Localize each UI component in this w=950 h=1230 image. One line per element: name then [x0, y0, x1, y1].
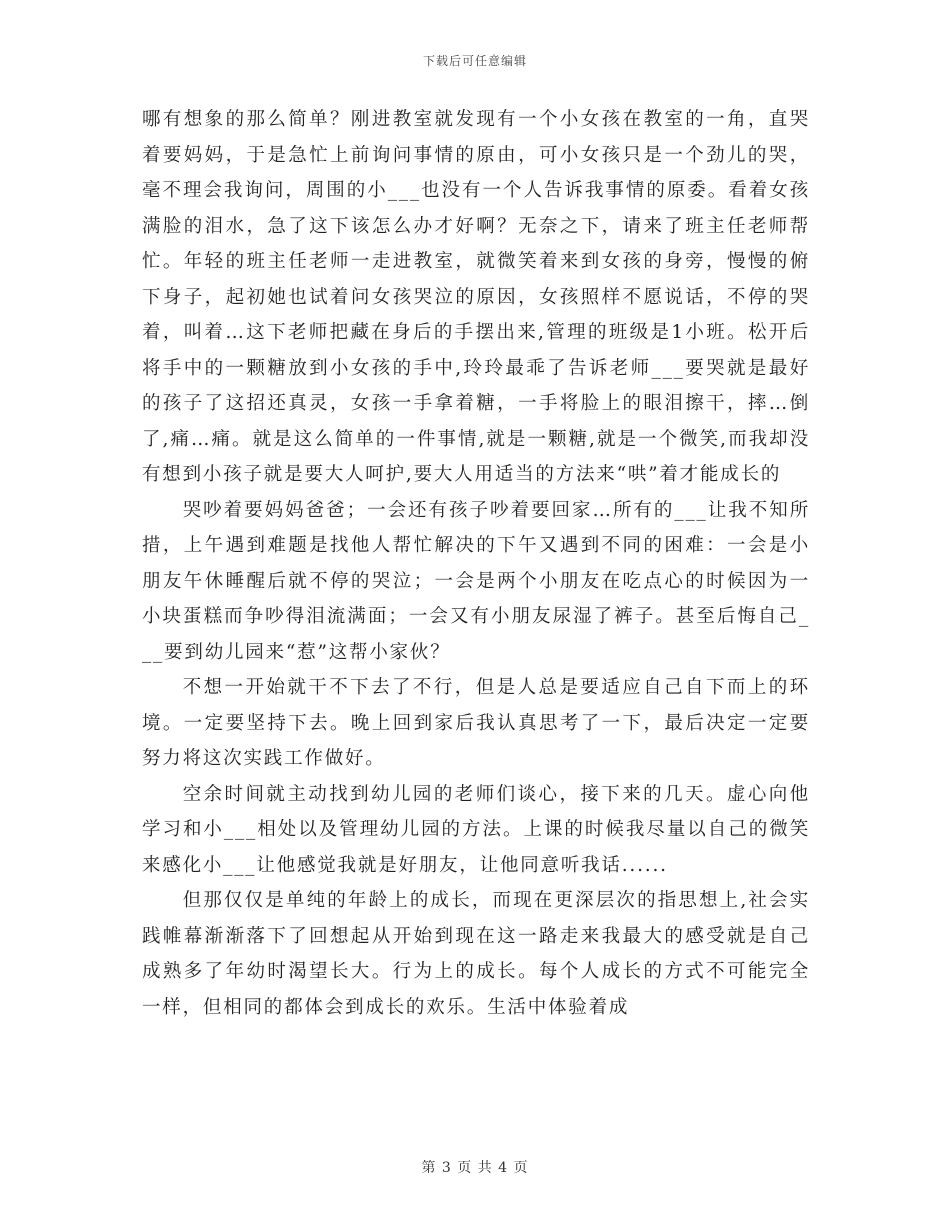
paragraph: 空余时间就主动找到幼儿园的老师们谈心，接下来的几天。虚心向他学习和小___相处以及管理幼儿园的方法。上课的时候我尽量以自己的微笑来感化小___让他感觉我就是好朋友，让他同意听我话...... — [142, 783, 810, 876]
paragraph: 不想一开始就干不下去了不行，但是人总是要适应自己自下而上的环境。一定要坚持下去。晚上回到家后我认真思考了一下，最后决定一定要努力将这次实践工作做好。 — [142, 677, 810, 769]
paragraph: 但那仅仅是单纯的年龄上的成长，而现在更深层次的指思想上,社会实践帷幕渐渐落下了回想起从开始到现在这一路走来我最大的感受就是自己成熟多了年幼时渴望长大。行为上的成长。每个人成长的方式不可能完全一样，但相同的都体会到成长的欢乐。生活中体验着成 — [142, 890, 810, 1018]
page-number-footer: 第 3 页 共 4 页 — [421, 1160, 529, 1176]
paragraph: 哪有想象的那么简单？刚进教室就发现有一个小女孩在教室的一角，直哭着要妈妈，于是急忙上前询问事情的原由，可小女孩只是一个劲儿的哭，毫不理会我询问，周围的小___也没有一个人告诉我事情的原委。看着女孩满脸的泪水，急了这下该怎么办才好啊？无奈之下，请来了班主任老师帮忙。年轻的班主任老师一走进教室，就微笑着来到女孩的身旁，慢慢的俯下身子，起初她也试着问女孩哭泣的原因，女孩照样不愿说话，不停的哭着，叫着…这下老师把藏在身后的手摆出来,管理的班级是1小班。松开后将手中的一颗糖放到小女孩的手中,玲玲最乖了告诉老师___要哭就是最好的孩子了这招还真灵，女孩一手拿着糖，一手将脸上的眼泪擦干，摔…倒了,痛…痛。就是这么简单的一件事情,就是一颗糖,就是一个微笑,而我却没有想到小孩子就是要大人呵护,要大人用适当的方法来“哄”着才能成长的 — [142, 109, 810, 485]
page-header: 下载后可任意编辑 — [422, 54, 527, 68]
paragraph: 哭吵着要妈妈爸爸；一会还有孩子吵着要回家…所有的___让我不知所措，上午遇到难题是找他人帮忙解决的下午又遇到不同的困难：一会是小朋友午休睡醒后就不停的哭泣；一会是两个小朋友在吃点心的时候因为一小块蛋糕而争吵得泪流满面；一会又有小朋友尿湿了裤子。甚至后悔自己___要到幼儿园来“惹”这帮小家伙？ — [142, 499, 810, 663]
document-body — [142, 102, 810, 1025]
